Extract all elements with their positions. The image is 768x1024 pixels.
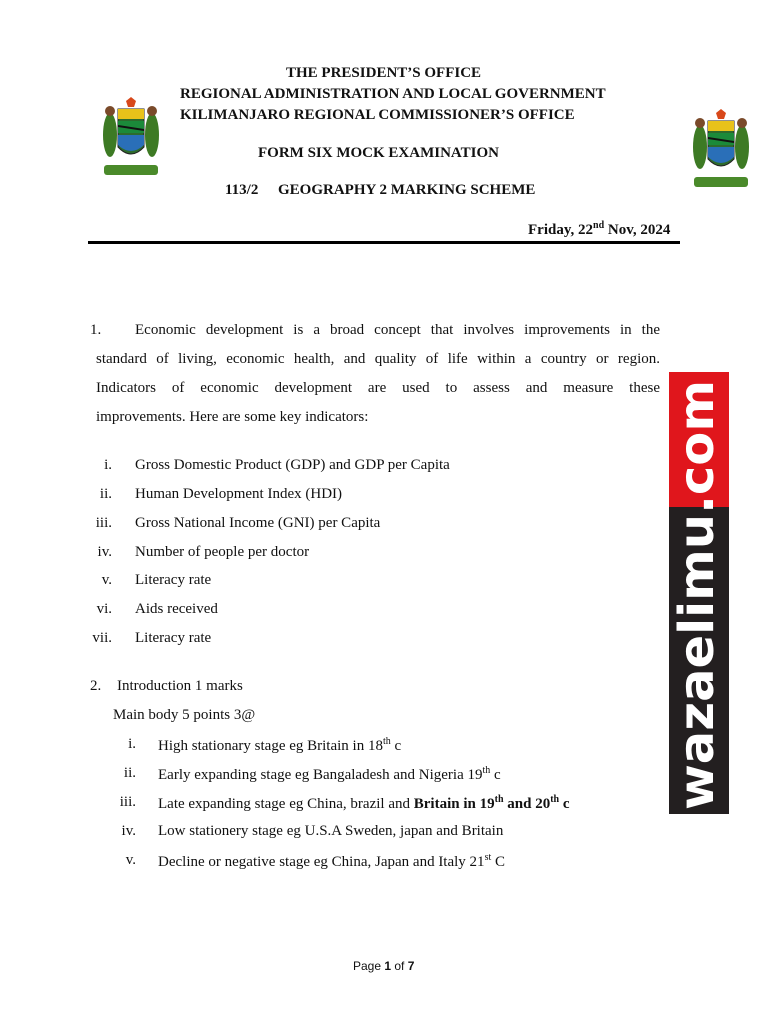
list-item bbox=[158, 736, 401, 755]
header-line-3: KILIMANJARO REGIONAL COMMISSIONER’S OFFICE bbox=[180, 107, 575, 123]
footer-page-total: 7 bbox=[407, 959, 415, 973]
footer-page-num: 1 bbox=[384, 959, 392, 973]
paper-code: 113/2 bbox=[225, 182, 259, 198]
paper-title: GEOGRAPHY 2 MARKING SCHEME bbox=[278, 182, 536, 198]
q1-item-num: v. bbox=[101, 572, 112, 588]
list-item: Human Development Index (HDI) bbox=[135, 486, 343, 502]
q1-item-num: iii. bbox=[95, 515, 112, 531]
q2-item-num: iii. bbox=[119, 794, 136, 810]
q2-item-bold: c bbox=[559, 796, 570, 812]
q1-line-3: Indicators of economic development are used to assess and measure these bbox=[96, 380, 660, 396]
header-divider bbox=[88, 241, 680, 244]
header-line-2: REGIONAL ADMINISTRATION AND LOCAL GOVERNMENT bbox=[180, 86, 606, 102]
q2-item-bold: and 20 bbox=[503, 796, 551, 812]
footer-page-word: Page bbox=[353, 959, 385, 973]
q2-number: 2. bbox=[90, 678, 102, 694]
list-item: Aids received bbox=[135, 601, 218, 617]
list-item: Number of people per doctor bbox=[135, 544, 310, 560]
q2-main-body: Main body 5 points 3@ bbox=[113, 707, 256, 723]
list-item bbox=[158, 765, 501, 784]
q2-item-sup: st bbox=[484, 852, 492, 863]
exam-title: FORM SIX MOCK EXAMINATION bbox=[258, 145, 499, 161]
coat-of-arms-right bbox=[686, 107, 756, 191]
q2-intro: Introduction 1 marks bbox=[117, 678, 243, 694]
coat-of-arms-left bbox=[96, 95, 166, 179]
q2-item-tail: c bbox=[390, 738, 402, 754]
list-item: Gross National Income (GNI) per Capita bbox=[135, 515, 381, 531]
footer-of-word: of bbox=[391, 959, 408, 973]
list-item bbox=[158, 823, 503, 840]
page-footer bbox=[353, 959, 414, 973]
list-item: Literacy rate bbox=[135, 630, 212, 646]
q2-item-num: i. bbox=[128, 736, 136, 752]
q1-line-2: standard of living, economic health, and quality of life within a country or region. bbox=[96, 351, 660, 367]
q1-line-4: improvements. Here are some key indicators: bbox=[96, 409, 369, 425]
q2-item-text: Early expanding stage eg Bangaladesh and Nigeria 19 bbox=[158, 767, 483, 783]
q1-item-num: vi. bbox=[96, 601, 112, 617]
q2-item-text: Late expanding stage eg China, brazil and bbox=[158, 796, 414, 812]
q2-item-tail: C bbox=[491, 854, 505, 870]
date-prefix: Friday, 22 bbox=[528, 222, 594, 238]
header-line-1: THE PRESIDENT’S OFFICE bbox=[286, 65, 482, 81]
q2-item-text: High stationary stage eg Britain in 18 bbox=[158, 738, 383, 754]
exam-date bbox=[528, 220, 670, 239]
q2-item-sup: th bbox=[482, 765, 491, 776]
list-item: Literacy rate bbox=[135, 572, 212, 588]
q1-number: 1. bbox=[90, 322, 102, 338]
q2-item-text: Low stationery stage eg U.S.A Sweden, japan and Britain bbox=[158, 823, 504, 839]
q2-item-bold: Britain in 19 bbox=[413, 796, 495, 812]
q2-item-text: Decline or negative stage eg China, Japan and Italy 21 bbox=[158, 854, 485, 870]
q2-item-num: v. bbox=[125, 852, 136, 868]
list-item bbox=[158, 794, 570, 813]
q2-item-sup: th bbox=[550, 794, 560, 805]
q2-item-num: iv. bbox=[121, 823, 136, 839]
q1-line-1: Economic development is a broad concept that involves improvements in the bbox=[135, 322, 660, 338]
q2-item-sup: th bbox=[494, 794, 504, 805]
watermark-banner bbox=[669, 372, 729, 814]
q1-item-num: i. bbox=[104, 457, 112, 473]
q2-item-num: ii. bbox=[123, 765, 136, 781]
q2-item-sup: th bbox=[382, 736, 391, 747]
list-item bbox=[158, 852, 505, 871]
q2-item-tail: c bbox=[490, 767, 501, 783]
q1-item-num: ii. bbox=[99, 486, 112, 502]
date-suffix: Nov, 2024 bbox=[604, 222, 671, 238]
q1-item-num: iv. bbox=[97, 544, 112, 560]
watermark-text: wazaelimu.com bbox=[669, 393, 725, 810]
list-item: Gross Domestic Product (GDP) and GDP per Capita bbox=[135, 457, 450, 473]
date-sup: nd bbox=[593, 220, 605, 231]
q1-item-num: vii. bbox=[92, 630, 112, 646]
